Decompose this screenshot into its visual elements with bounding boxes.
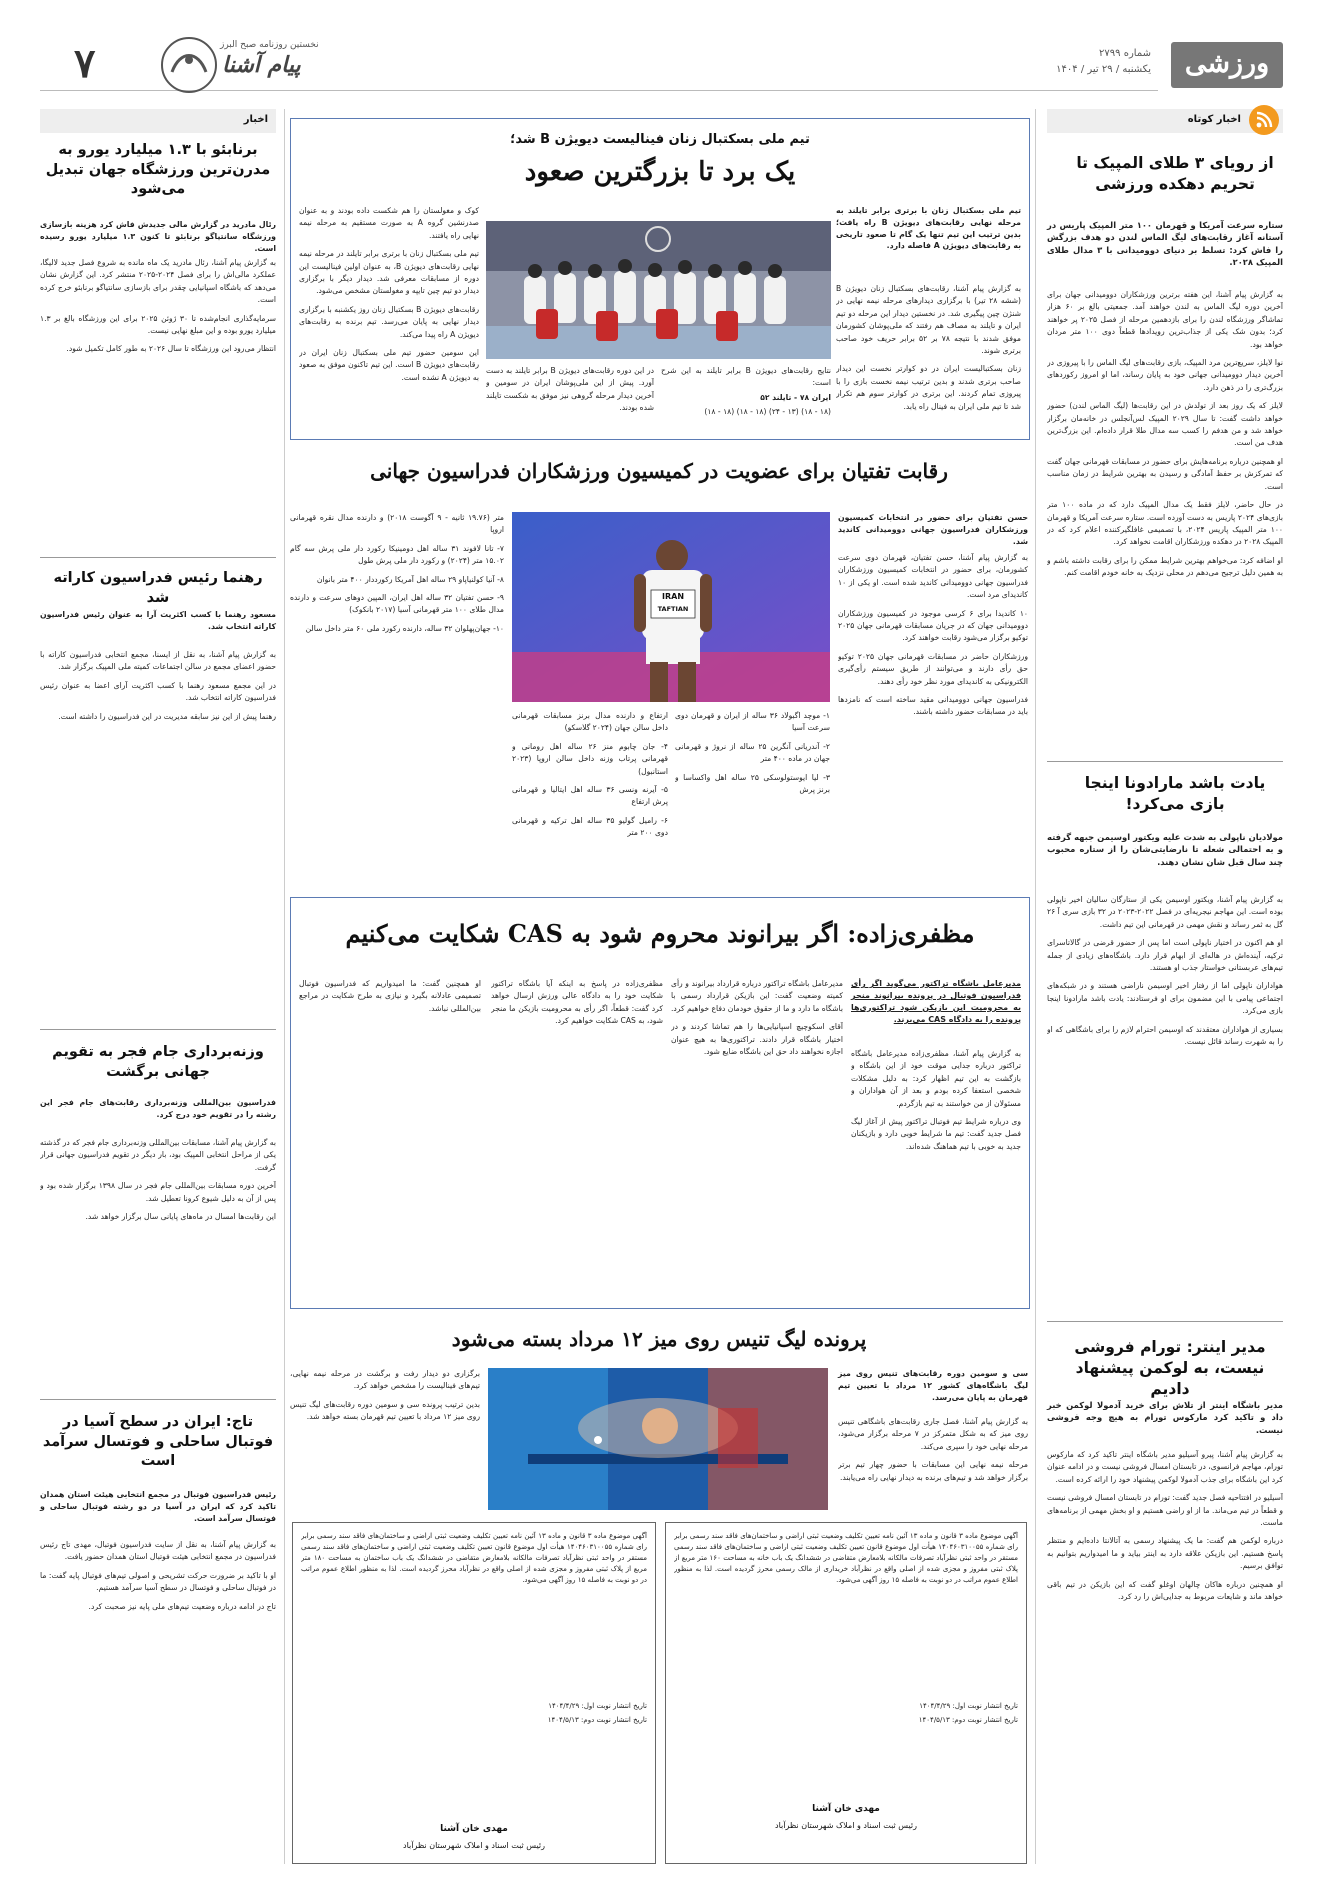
notice-signer: مهدی خان آشنا (440, 1824, 508, 1834)
left-story4-body (40, 1539, 276, 1861)
left-story-para: به گزارش پیام آشنا، رئال مادرید یک ماه مانده به شروع فصل جدید لالیگا، عملکرد مالی‌اش را برای فصل ۲۰۲۴-۲۰۲۵ منتشر کرد. این گزارش نشان می‌دهد که باشگاه اسپانیایی چقدر برای بازسازی سانتیاگو برنابئو خرج کرده است. (40, 258, 276, 305)
left-story2-title: رهنما رئیس فدراسیون کاراته شد (53, 570, 263, 606)
left-story1-body (40, 257, 276, 547)
tennis-title: پرونده لیگ تنیس روی میز ۱۲ مرداد بسته می‌شود (451, 1327, 867, 1351)
tennis-para: برگزاری دو دیدار رفت و برگشت در مرحله نیمه نهایی، تیم‌های فینالیست را مشخص خواهد کرد. (290, 1369, 480, 1391)
mozaffari-col2 (671, 978, 843, 1298)
basketball-team-photo (486, 221, 831, 359)
taftian-para: ۱۰- جهان‌پهلوان ۳۲ ساله، دارنده رکورد ملی ۶۰ متر داخل سالن (305, 623, 504, 633)
taftian-para: فدراسیون جهانی دوومیدانی مقید ساخته است که نامزدها باید در مسابقات حضور داشته باشند. (838, 695, 1028, 717)
story2-title: یادت باشد مارادونا اینجا بازی می‌کرد! (1084, 774, 1266, 813)
tennis-lead: سی و سومین دوره رقابت‌های تنیس روی میز لیگ باشگاه‌های کشور ۱۲ مرداد با تعیین تیم قهرمان به پایان می‌رسد. (838, 1369, 1028, 1402)
left-story-para: به گزارش پیام آشنا، به نقل از سایت فدراسیون فوتبال، مهدی تاج رئیس فدراسیون در مجمع انتخابی هیئت فوتبال استان همدان حضور یافت. (40, 1540, 276, 1562)
left-story3-body (40, 1137, 276, 1387)
left-story-para: او با تاکید بر ضرورت حرکت تشریحی و اصولی تیم‌های فوتبال پایه گفت: ما در فوتبال ساحلی و فوتسال در سطح آسیا سرآمد هستیم. (40, 1570, 276, 1593)
story2-para: بسیاری از هواداران معتقدند که اوسیمن احترام لازم را برای باشگاهی که او را به شهرت رساند قائل نیست. (1047, 1024, 1283, 1047)
basketball-team-image (486, 221, 831, 359)
basketball-para: زنان بسکتبالیست ایران در دو کوارتر نخست این دیدار صاحب برتری شدند و بدین ترتیب نیمه نخست بازی را با پیروزی تمام کردند. این برتری در کوارتر سوم هم تکرار شد تا تیم ملی ایران به فینال راه یابد. (836, 364, 1021, 411)
taftian-caption: ارتفاع و دارنده مدال برنز مسابقات قهرمانی داخل سالن جهان (۲۰۲۴ گلاسکو) (512, 711, 668, 733)
divider (1047, 1321, 1283, 1322)
left-story-para: انتظار می‌رود این ورزشگاه تا سال ۲۰۲۶ به طور کامل تکمیل شود. (66, 344, 276, 354)
taftian-para: ورزشکاران حاضر در مسابقات قهرمانی جهان ۲۰۲۵ توکیو حق رأی دارند و می‌توانند از طریق سیستم رأی‌گیری الکترونیکی به کاندیدای مورد نظر خود رأی دهند. (838, 651, 1028, 686)
left-story-para: رهنما پیش از این نیز سابقه مدیریت در این فدراسیون را داشته است. (58, 711, 276, 721)
basketball-para: در این دوره رقابت‌های دیویژن B برابر تایلند به دست آورد. پیش از این ملی‌پوشان ایران در سومین و آخرین دیدار مرحله گروهی نیز موفق به شکست تایلند شده بودند. (486, 366, 654, 413)
taftian-para: ۴- جان چابوم منز ۲۶ ساله اهل رومانی و قهرمانی پرتاب وزنه داخل سالن اروپا (۲۰۲۳ استانبول) (512, 741, 668, 776)
taftian-para: ۶- رامیل گولیو ۳۵ ساله اهل ترکیه و قهرمانی دوی ۲۰۰ متر (512, 815, 668, 838)
story1-para: به گزارش پیام آشنا، این هفته برترین ورزشکاران دوومیدانی جهان برای آخرین دوره لیگ الماس به لندن خواهند آمد. جمعیتی بالغ بر ۶۰ هزار تماشاگر ورزشگاه لندن را برای بازدهمین مرحله از فصل ۲۰۲۵ پر خواهند کرد؛ بدون شک یکی از جذاب‌ترین رویدادها قطعاً دوی ۱۰۰ متر مردان خواهد بود. (1047, 290, 1283, 349)
left-story-para: در این مجمع مسعود رهنما با کسب اکثریت آرای اعضا به عنوان رئیس فدراسیون کاراته انتخاب شد. (40, 680, 276, 703)
left-label-bar (40, 109, 276, 133)
basketball-lead: تیم ملی بسکتبال زنان با برتری برابر تایلند به مرحله نهایی رقابت‌های دیویژن B راه یافت؛ بدین ترتیب این تیم تنها یک گام تا صعود تاریخی به رقابت‌های دیویژن A فاصله دارد. (836, 206, 1021, 251)
mozaffari-para: به گزارش پیام آشنا، مظفری‌زاده مدیرعامل باشگاه تراکتور درباره جدایی موقت خود از این باشگاه و بازگشت به این تیم اظهار کرد: به دلیل مشکلات شخصی استعفا کرده بودم و بعد از آن هواداران و مسئولان از من خواستند به تیم بازگردم. (851, 1049, 1021, 1108)
tennis-action-image (488, 1368, 828, 1510)
story3-title: مدیر اینتر: تورام فروشی نیست، به لوکمن پیشنهاد دادیم (1074, 1338, 1266, 1398)
paper-logo (160, 36, 218, 94)
notice-date: تاریخ انتشار نوبت اول: ۱۴۰۴/۴/۲۹ (548, 1702, 647, 1710)
results-intro: نتایج رقابت‌های دیویژن B برابر تایلند به این شرح است: (661, 366, 831, 388)
taftian-list-item: ۳- لیا ایوستولوسکی ۲۵ ساله اهل واکساسا و برنز پرش (675, 772, 830, 795)
basketball-story-box (290, 118, 1030, 440)
tennis-para: مرحله نیمه نهایی این مسابقات با حضور چهار تیم برتر برگزار خواهد شد و تیم‌های برنده به دیدار نهایی راه می‌یابند. (838, 1460, 1028, 1482)
notice-signer-title: رئیس ثبت اسناد و املاک شهرستان نظرآباد (403, 1841, 545, 1850)
section-title: ورزشی (1184, 48, 1270, 79)
notice-text: آگهی موضوع ماده ۳ قانون و ماده ۱۳ آئین نامه تعیین تکلیف وضعیت ثبتی اراضی و ساختمان‌های فاقد سند رسمی برابر رای شماره ۱۴۰۴۶۰۳۱۰۰۵۵ هیأت اول موضوع قانون تعیین تکلیف وضعیت ثبتی اراضی و ساختمان‌های فاقد سند رسمی مستقر در واحد ثبتی نظرآباد تصرفات مالکانه بلامعارض متقاضی در ششدانگ یک باب ساختمان به مساحت ۱۸۰ متر مربع از پلاک ثبتی مفروز و مجزی شده از اصلی واقع در نظرآباد محرز گردیده است. لذا به منظور اطلاع عموم مراتب در دو نوبت به فاصله ۱۵ روز آگهی می‌شود. (301, 1532, 647, 1584)
taftian-para: ۸- آنیا کولنیاپاو ۲۹ ساله اهل آمریکا رکورددار ۴۰۰ متر بانوان (316, 574, 504, 584)
tennis-body-right (838, 1416, 1028, 1514)
mozaffari-title: مظفری‌زاده: اگر بیرانوند محروم شود به CAS شکایت می‌کنیم (345, 919, 975, 948)
story2-para: او هم اکنون در اختیار ناپولی است اما پس از حضور قرضی در گالاتاسرای ترکیه، آینده‌اش در هاله‌ای از ابهام قرار دارد. باشگاه‌های زیادی از جمله تیم‌های عربستانی خواستار جذب او هستند. (1047, 938, 1283, 973)
legal-notice (665, 1522, 1027, 1864)
notice-signer-title: رئیس ثبت اسناد و املاک شهرستان نظرآباد (775, 1821, 917, 1830)
story1-lead: ستاره سرعت آمریکا و قهرمان ۱۰۰ متر المپیک پاریس در آستانه آغاز رقابت‌های لیگ الماس لندن دو هدف بزرگش را فاش کرد: تسلط بر دنیای دوومیدانی با ۳ مدال طلای المپیک ۲۰۲۸. (1047, 220, 1284, 268)
tennis-photo (488, 1368, 828, 1510)
issue-number: شماره ۲۷۹۹ (1099, 48, 1151, 59)
mozaffari-para: مظفری‌زاده در پاسخ به اینکه آیا باشگاه تراکتور شکایت خود را به دادگاه عالی ورزش ارسال خواهد کرد گفت: قطعاً، اگر رأی به محرومیت بازیکن ما منجر شود، به CAS شکایت خواهیم کرد. (491, 979, 663, 1026)
basketball-para: تیم ملی بسکتبال زنان با برتری برابر تایلند در مرحله نیمه نهایی رقابت‌های دیویژن B، به عنوان اولین فینالیست این دوره از مسابقات معرفی شد. دیدار دیگر با برگزاری دیدار دو تیم چین تایپه و مغولستان مشخص می‌شود. (299, 249, 479, 296)
story1-para: در حال حاضر، لایلز فقط یک مدال المپیک دارد که در ماده ۱۰۰ متر بازی‌های ۲۰۲۴ پاریس به دست آورده است. ستاره سرعت آمریکا و قهرمان ۱۰۰ متر المپیک پاریس ۲۰۲۴، با تصمیمی غافلگیرکننده اعلام کرد که در المپیک ۲۰۲۸ در دهکده ورزشکاران اقامت نخواهد کرد. (1047, 500, 1283, 547)
legal-notice (292, 1522, 656, 1864)
notice-text: آگهی موضوع ماده ۳ قانون و ماده ۱۳ آئین نامه تعیین تکلیف وضعیت ثبتی اراضی و ساختمان‌های فاقد سند رسمی برابر رای شماره ۱۴۰۴۶۰۳۱۰۰۵۵ هیأت اول موضوع قانون تعیین تکلیف وضعیت ثبتی اراضی و ساختمان‌های فاقد سند رسمی مستقر در واحد ثبتی نظرآباد تصرفات مالکانه بلامعارض متقاضی در ششدانگ یک باب خانه به مساحت ۱۶۰ متر مربع از پلاک ثبتی مفروز و مجزی شده از اصلی واقع در نظرآباد خریداری از مالک رسمی محرز گردیده است. لذا به منظور اطلاع عموم مراتب در دو نوبت به فاصله ۱۵ روز آگهی می‌شود. (674, 1532, 1018, 1584)
basketball-title: یک برد تا بزرگترین صعود (524, 157, 796, 187)
left-story-para: تاج در ادامه درباره وضعیت تیم‌های ملی پایه نیز صحبت کرد. (88, 1601, 276, 1611)
taftian-para: ۱۰ کاندیدا برای ۶ کرسی موجود در کمیسیون ورزشکاران دوومیدانی جهان که در جریان مسابقات قهرمانی جهان ۲۰۲۵ توکیو برگزار می‌شود رقابت خواهند کرد. (838, 608, 1028, 643)
story2-para: به گزارش پیام آشنا، ویکتور اوسیمن یکی از ستارگان سالیان اخیر ناپولی بوده است. این مهاجم نیجریه‌ای در فصل ۲۰۲۲-۲۰۲۳ در ۳۲ بازی سری آ ۲۶ گل به ثمر رساند و نقش مهمی در قهرمانی این تیم داشت. (1047, 895, 1283, 929)
short-news-column (1047, 109, 1283, 1864)
taftian-body-mid (512, 710, 668, 885)
paper-logo-icon (160, 36, 218, 94)
mozaffari-story-box (290, 897, 1030, 1309)
story1-para: لایلز که یک روز بعد از تولدش در این رقابت‌ها (لیگ الماس لندن) حضور خواهد داشت گفت: تا سال ۲۰۲۹ المپیک لس‌آنجلس در خانه‌مان برگزار خواهد شد و من هدفم را کسب سه مدال طلا قرار داده‌ام. این بزرگ‌ترین هدف من است. (1047, 401, 1283, 448)
logo-text: پیام آشنا (222, 52, 301, 78)
story3-body (1047, 1449, 1283, 1861)
basketball-body-right (836, 283, 1021, 433)
notice-date: تاریخ انتشار نوبت دوم: ۱۴۰۴/۵/۱۳ (547, 1716, 647, 1724)
tennis-body-left (290, 1368, 480, 1514)
taftian-lead: حسن تفتیان برای حضور در انتخابات کمیسیون ورزشکاران فدراسیون جهانی دوومیدانی کاندید شد. (838, 513, 1028, 546)
taftian-body-right (838, 552, 1028, 782)
story2-para: هواداران ناپولی اما از رفتار اخیر اوسیمن ناراضی هستند و در شبکه‌های اجتماعی پیامی با این مضمون برای او فرستادند: یادت باشد مارادونا اینجا بازی می‌کرد. (1047, 981, 1283, 1016)
divider (40, 1399, 276, 1400)
left-story-para: سرمایه‌گذاری انجام‌شده تا ۳۰ ژوئن ۲۰۲۵ برای این ورزشگاه بالغ بر ۱.۳ میلیارد یورو بوده و این مبلغ نهایی نیست. (40, 313, 276, 336)
taftian-list-item: ۲- آندریانی آنگرین ۲۵ ساله از نروژ و قهرمانی جهان در ماده ۴۰۰ متر (675, 741, 830, 764)
bib-name: TAFTIAN (657, 605, 689, 613)
left-story-para: این رقابت‌ها امسال در ماه‌های پایانی سال برگزار خواهد شد. (85, 1212, 276, 1222)
basketball-body-left (299, 205, 479, 433)
story2-lead: مولادیان ناپولی به شدت علیه ویکتور اوسیمن جبهه گرفته و به احتمالی شعله تا نارضایتی‌شان را از ستاره محبوب چند سال قبل شان نشان دهند. (1047, 832, 1283, 867)
tennis-story (290, 1316, 1028, 1516)
left-story-para: به گزارش پیام آشنا، مسابقات بین‌المللی وزنه‌برداری جام فجر که در گذشته یکی از مراحل انتخابی المپیک بود، بار دیگر در تقویم فدراسیون جهانی قرار گرفت. (40, 1138, 276, 1172)
mozaffari-para: آقای اسکوچیچ اسپانیایی‌ها را هم تماشا کردند و در اختیار باشگاه قرار دادند. تراکتوری‌ها به هیچ عنوان اجازه نخواهند داد حق این باشگاه ضایع شود. (671, 1022, 843, 1057)
notice-signer: مهدی خان آشنا (812, 1804, 880, 1814)
page-number: ۷ (74, 40, 96, 87)
rss-icon-glyph (1249, 105, 1279, 135)
story3-lead: مدیر باشگاه اینتر از تلاش برای خرید آدمولا لوکمن خبر داد و تاکید کرد مارکوس تورام به هیچ وجه فروشی نیست. (1047, 1400, 1283, 1435)
basketball-para: این سومین حضور تیم ملی بسکتبال زنان ایران در رقابت‌های دیویژن B است. این تیم تاکنون موفق به صعود به دیویژن A نشده است. (299, 348, 479, 382)
tennis-para: به گزارش پیام آشنا، فصل جاری رقابت‌های باشگاهی تنیس روی میز که به شکل متمرکز در ۷ مرحله برگزار می‌شود، مرحله نهایی خود را سپری می‌کند. (838, 1417, 1028, 1451)
results-line: ایران ۷۸ - تایلند ۵۲ (760, 392, 831, 402)
story1-para: او اضافه کرد: می‌خواهم بهترین شرایط ممکن را برای رقابت داشته باشم و به همین دلیل ترجیح می‌دهم در محلی نزدیک به خانه خودم اقامت کنم. (1047, 555, 1283, 578)
left-story4-title: تاج: ایران در سطح آسیا در فوتبال ساحلی و فوتسال سرآمد است (42, 1414, 274, 1470)
left-story1-lead: رئال مادرید در گزارش مالی جدیدش فاش کرد هزینه بازسازی ورزشگاه سانتیاگو برنابئو تا کنون ۱.۳ میلیارد یورو رسیده است. (40, 220, 276, 253)
story3-para: او همچنین درباره هاکان چالهان اوغلو گفت که این بازیکن در تیم باقی خواهد ماند و شایعات مربوط به جدایی‌اش را رد کرد. (1047, 1579, 1283, 1602)
taftian-para: به گزارش پیام آشنا، حسن تفتیان، قهرمان دوی سرعت کشورمان، برای حضور در انتخابات کمیسیون ورزشکاران فدراسیون جهانی دوومیدانی کاندید شده است. او یکی از ۱۰ کاندیدای مرد است. (838, 553, 1028, 600)
basketball-results (661, 365, 831, 435)
basketball-para: رقابت‌های دیویژن B بسکتبال زنان روز یکشنبه با برگزاری دیدار نهایی به پایان می‌رسد. تیم برنده به رقابت‌های دیویژن A راه پیدا می‌کند. (299, 304, 479, 339)
story1-title: از رویای ۳ طلای المپیک تا تحریم دهکده ورزشی (1076, 154, 1274, 193)
short-news-label-bar (1047, 109, 1283, 133)
basketball-kicker: تیم ملی بسکتبال زنان فینالیست دیویژن B شد؛ (510, 132, 810, 147)
story2-body (1047, 894, 1283, 1286)
left-story1-title: برنابئو با ۱.۳ میلیارد یورو به مدرن‌ترین ورزشگاه جهان تبدیل می‌شود (45, 142, 271, 198)
left-story2-lead: مسعود رهنما با کسب اکثریت آرا به عنوان رئیس فدراسیون کاراته انتخاب شد. (40, 610, 276, 631)
section-title-block (1171, 42, 1283, 88)
left-story3-title: وزنه‌برداری جام فجر به تقویم جهانی برگشت (52, 1044, 264, 1080)
mozaffari-para: مدیرعامل باشگاه تراکتور درباره قرارداد بیرانوند و رأی کمیته وضعیت گفت: این بازیکن قرارداد رسمی با باشگاه ما دارد و ما از حقوق خودمان دفاع خواهیم کرد. (671, 979, 843, 1013)
notice-date: تاریخ انتشار نوبت دوم: ۱۴۰۴/۵/۱۳ (918, 1716, 1018, 1724)
bib-country: IRAN (661, 592, 685, 601)
mozaffari-para: وی درباره شرایط تیم فوتبال تراکتور پیش از آغاز لیگ فصل جدید گفت: تیم ما شرایط خوبی دارد و بازیکنان جدید به خوبی با تیم هماهنگ شده‌اند. (851, 1117, 1021, 1151)
left-story3-lead: فدراسیون بین‌المللی وزنه‌برداری رقابت‌های جام فجر این رشته را در تقویم خود درج کرد. (40, 1098, 276, 1119)
taftian-para: ۹- حسن تفتیان ۳۲ ساله اهل ایران، المپین دوهای سرعت و دارنده مدال طلای ۱۰۰ متر قهرمانی آسیا (۲۰۱۷ بانکوک) (290, 593, 504, 615)
taftian-photo (512, 512, 830, 702)
notice-date: تاریخ انتشار نوبت اول: ۱۴۰۴/۴/۲۹ (919, 1702, 1018, 1710)
mozaffari-col3 (491, 978, 663, 1298)
story3-para: به گزارش پیام آشنا، پیرو آسیلیو مدیر باشگاه اینتر تاکید کرد که مارکوس تورام، مهاجم فرانسوی، در تابستان امسال فروشی نیست و در ادامه عنوان کرد این باشگاه برای جذب آدمولا لوکمن پیشنهاد خود را ارائه کرده است. (1047, 1450, 1283, 1484)
left-story4-lead: رئیس فدراسیون فوتبال در مجمع انتخابی هیئت استان همدان تاکید کرد که ایران در آسیا در دو رشته فوتبال ساحلی و فوتسال سرآمد است. (40, 1490, 276, 1523)
divider (40, 1029, 276, 1030)
mozaffari-col4 (299, 978, 481, 1298)
left-section-label: اخبار (243, 114, 268, 125)
taftian-body-left (290, 512, 504, 884)
tennis-para: بدین ترتیب پرونده سی و سومین دوره رقابت‌های لیگ تنیس روی میز ۱۲ مرداد با تعیین تیم قهرمان بسته خواهد شد. (290, 1399, 480, 1422)
rss-icon (1249, 105, 1279, 135)
results-quarters: (۱۸ - ۱۸) (۱۳ - ۲۴) (۱۸ - ۱۸) (۱۸ - ۱۸) (704, 407, 831, 417)
basketball-body-mid (486, 365, 654, 435)
divider (1047, 761, 1283, 762)
left-story-para: آخرین دوره مسابقات بین‌المللی جام فجر در سال ۱۳۹۸ برگزار شده بود و پس از آن به دلیل شیوع کرونا تعطیل شد. (40, 1181, 276, 1203)
column-separator (284, 109, 285, 1864)
story3-para: درباره لوکمن هم گفت: ما یک پیشنهاد رسمی به آتالانتا داده‌ایم و منتظر پاسخ هستیم. این بازیکن علاقه دارد به اینتر بیاید و ما امیدواریم بتوانیم به توافق برسیم. (1047, 1536, 1283, 1571)
divider (40, 557, 276, 558)
taftian-list-item: ۱- موچد اگبولاد ۳۶ ساله از ایران و قهرمان دوی سرعت آسیا (675, 711, 830, 733)
tagline: نخستین روزنامه صبح البرز (220, 40, 319, 50)
mozaffari-lead: مدیرعامل باشگاه تراکتور می‌گوید اگر رأی فدراسیون فوتبال در پرونده بیرانوند منجر به محرومیت این بازیکن شود تراکتوری‌ها پرونده را به دادگاه CAS می‌برند. (851, 979, 1021, 1024)
short-news-label: اخبار کوتاه (1187, 114, 1241, 125)
taftian-para: ۷- تانا لافوند ۳۱ ساله اهل دومینیکا رکورد دار ملی پرش سه گام ۱۵.۰۲ متر (۲۰۲۴) و رکورد دار ملی پرش طول (290, 543, 504, 566)
issue-date: یکشنبه / ۲۹ تیر / ۱۴۰۴ (1056, 64, 1151, 75)
mozaffari-para: او همچنین گفت: ما امیدواریم که فدراسیون فوتبال تصمیمی عادلانه بگیرد و نیازی به طرح شکایت در مراجع بین‌المللی نباشد. (299, 979, 481, 1013)
taftian-list (675, 710, 830, 885)
basketball-para: کوک و مغولستان را هم شکست داده بودند و به عنوان صدرنشین گروه A به صورت مستقیم به مرحله نیمه نهایی راه یافتند. (299, 206, 479, 240)
column-separator (1035, 109, 1036, 1864)
basketball-para: به گزارش پیام آشنا، رقابت‌های بسکتبال زنان دیویژن B (ششه ۲۸ تیر) با برگزاری دیدارهای مرحله نیمه نهایی در شنژن چین پیگیری شد. در نخستین دیدار این مرحله دو تیم ایران و تایلند به مصاف هم رفتند که ملی‌پوشان کشورمان موفق شدند با نتیجه ۷۸ بر ۵۲ برابر حریف خود صاحب برتری شوند. (836, 284, 1021, 356)
taftian-story (290, 448, 1028, 888)
taftian-para: ۵- آیرنه ونسی ۳۶ ساله اهل ایتالیا و قهرمانی پرش ارتفاع (512, 785, 668, 807)
taftian-title: رقابت تفتیان برای عضویت در کمیسیون ورزشکاران فدراسیون جهانی (370, 459, 948, 483)
story1-para: او همچنین درباره برنامه‌هایش برای حضور در مسابقات قهرمانی جهان گفت که تمرکزش بر حفظ آمادگی و رسیدن به بهترین شرایط در زمان مناسب است. (1047, 456, 1283, 491)
story3-para: آسیلیو در افتتاحیه فصل جدید گفت: تورام در تابستان امسال فروشی نیست و قطعاً در تیم می‌ماند. ما از او راضی هستیم و او بخش مهمی از برنامه‌های ماست. (1047, 1493, 1283, 1528)
mozaffari-col1 (851, 1048, 1021, 1298)
story1-para: نوا لایلز، سریع‌ترین مرد المپیک، بازی رقابت‌های لیگ الماس را با پیروزی در آخرین دیدار دوومیدانی جهانی خود به پایان رساند، اما او امروز رکوردهای بزرگ‌تری را در ذهن دارد. (1047, 358, 1283, 392)
left-story2-body (40, 649, 276, 1019)
taftian-para: متر (۱۹.۷۶ ثانیه - ۹ آگوست ۲۰۱۸) و دارنده مدال نقره قهرمانی اروپا (290, 513, 504, 535)
left-story-para: به گزارش پیام آشنا، به نقل از ایسنا، مجمع انتخابی فدراسیون کاراته با حضور اعضای مجمع در سالن اجتماعات کمیته ملی المپیک برگزار شد. (40, 650, 276, 672)
masthead (0, 0, 1323, 100)
left-news-column (40, 109, 276, 1864)
